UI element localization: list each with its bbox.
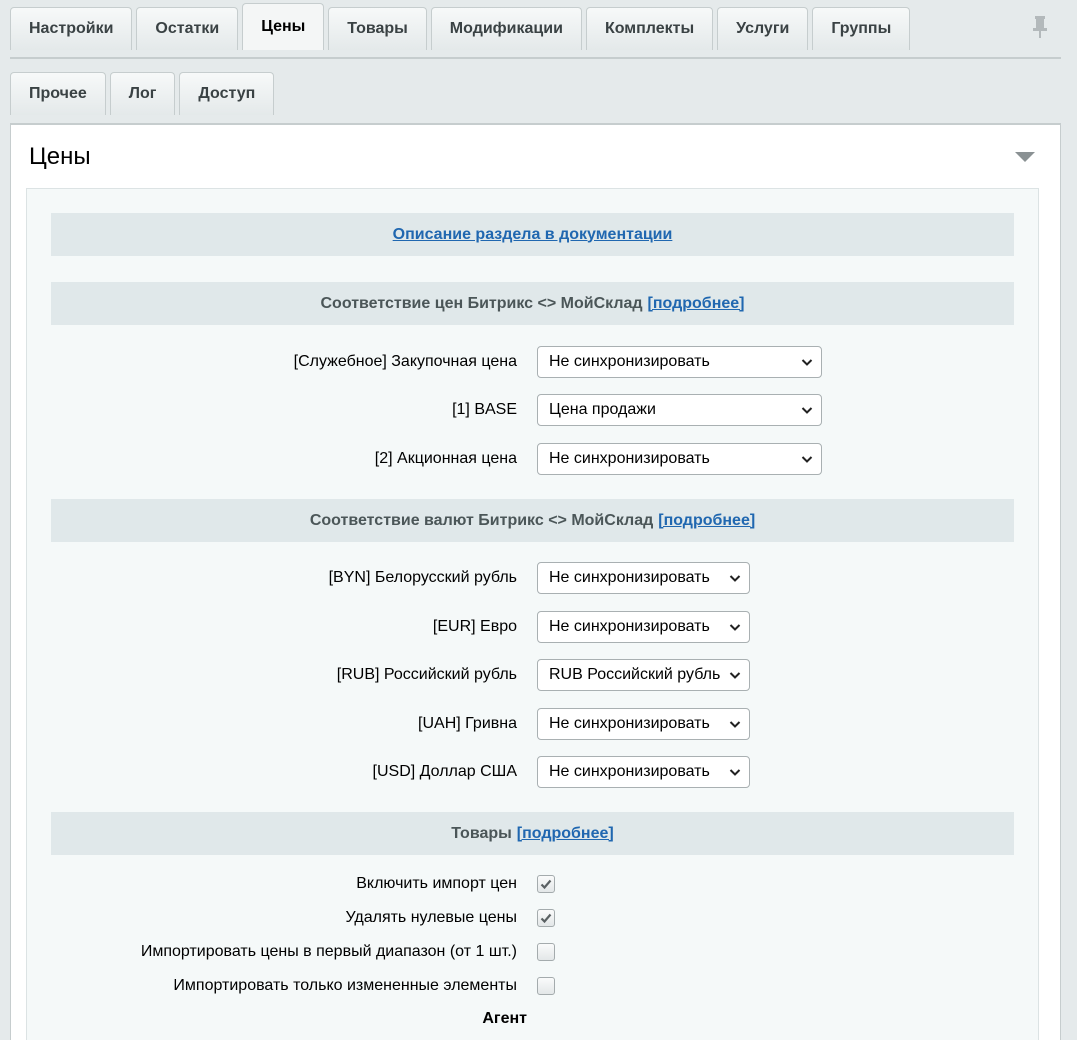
field-label: [USD] Доллар США bbox=[372, 763, 517, 780]
tab-prices[interactable]: Цены bbox=[242, 3, 324, 50]
checkmark-icon bbox=[539, 877, 553, 891]
price-row-purchase bbox=[27, 346, 1040, 378]
chevron-down-icon bbox=[801, 453, 813, 465]
field-label: [1] BASE bbox=[452, 401, 517, 418]
prices-mapping-header bbox=[51, 282, 1014, 325]
checkbox-label: Включить импорт цен bbox=[356, 875, 517, 892]
field-label: [Служебное] Закупочная цена bbox=[293, 353, 517, 370]
checkmark-icon bbox=[539, 911, 553, 925]
checkbox-row-first-range bbox=[27, 941, 1040, 963]
currency-row-rub bbox=[27, 659, 1040, 691]
tab-services[interactable]: Услуги bbox=[717, 7, 808, 50]
tab-access[interactable]: Доступ bbox=[179, 72, 274, 115]
chevron-down-icon bbox=[801, 404, 813, 416]
prices-more-link[interactable]: [подробнее] bbox=[647, 294, 745, 312]
panel-title: Цены bbox=[29, 143, 91, 170]
chevron-down-icon bbox=[729, 572, 741, 584]
checkbox-label: Удалять нулевые цены bbox=[345, 909, 517, 926]
currency-more-link[interactable]: [подробнее] bbox=[658, 511, 756, 529]
tabs-divider bbox=[10, 57, 1061, 59]
first-range-checkbox[interactable] bbox=[537, 943, 555, 961]
chevron-down-icon bbox=[729, 621, 741, 633]
changed-only-checkbox[interactable] bbox=[537, 977, 555, 995]
field-label: [RUB] Российский рубль bbox=[336, 666, 517, 683]
goods-header bbox=[51, 812, 1014, 855]
price-row-base bbox=[27, 394, 1040, 426]
section-title: Соответствие цен Битрикс <> МойСклад bbox=[320, 294, 643, 312]
tab-log[interactable]: Лог bbox=[110, 72, 176, 115]
checkbox-label: Импортировать только измененные элементы bbox=[173, 977, 517, 994]
tab-modifications[interactable]: Модификации bbox=[431, 7, 582, 50]
panel-content bbox=[26, 188, 1039, 1040]
tabs-row-primary bbox=[10, 7, 910, 50]
currency-row-eur bbox=[27, 611, 1040, 643]
chevron-down-icon bbox=[729, 766, 741, 778]
currency-select-eur[interactable]: Не синхронизировать bbox=[537, 611, 750, 643]
tab-stock[interactable]: Остатки bbox=[136, 7, 238, 50]
currency-row-usd bbox=[27, 756, 1040, 788]
chevron-down-icon bbox=[729, 669, 741, 681]
tab-other[interactable]: Прочее bbox=[10, 72, 106, 115]
currency-mapping-header bbox=[51, 499, 1014, 542]
agent-subheading: Агент bbox=[482, 1010, 527, 1027]
currency-row-byn bbox=[27, 562, 1040, 594]
doc-link-bar bbox=[51, 213, 1014, 256]
tab-goods[interactable]: Товары bbox=[328, 7, 427, 50]
currency-select-uah[interactable]: Не синхронизировать bbox=[537, 708, 750, 740]
enable-price-import-checkbox[interactable] bbox=[537, 875, 555, 893]
field-label: [2] Акционная цена bbox=[374, 450, 517, 467]
tab-bundles[interactable]: Комплекты bbox=[586, 7, 713, 50]
price-select-promo[interactable]: Не синхронизировать bbox=[537, 443, 822, 475]
price-row-promo bbox=[27, 443, 1040, 475]
checkbox-row-changed-only bbox=[27, 975, 1040, 997]
checkbox-row-delete-zero bbox=[27, 907, 1040, 929]
checkbox-label: Импортировать цены в первый диапазон (от 1 шт.) bbox=[140, 943, 517, 960]
field-label: [UAH] Гривна bbox=[418, 715, 517, 732]
chevron-down-icon bbox=[729, 718, 741, 730]
currency-select-rub[interactable]: RUB Российский рубль bbox=[537, 659, 750, 691]
field-label: [EUR] Евро bbox=[432, 618, 517, 635]
price-select-base[interactable]: Цена продажи bbox=[537, 394, 822, 426]
tab-settings[interactable]: Настройки bbox=[10, 7, 132, 50]
checkbox-row-enable-import bbox=[27, 873, 1040, 895]
prices-panel bbox=[10, 123, 1061, 1040]
goods-more-link[interactable]: [подробнее] bbox=[516, 824, 614, 842]
chevron-down-icon bbox=[801, 356, 813, 368]
tab-groups[interactable]: Группы bbox=[812, 7, 910, 50]
delete-zero-prices-checkbox[interactable] bbox=[537, 909, 555, 927]
collapse-triangle-icon[interactable] bbox=[1015, 152, 1035, 162]
tabs-row-secondary bbox=[10, 72, 274, 115]
section-title: Товары bbox=[451, 824, 512, 842]
documentation-link[interactable]: Описание раздела в документации bbox=[392, 225, 673, 243]
price-select-purchase[interactable]: Не синхронизировать bbox=[537, 346, 822, 378]
section-title: Соответствие валют Битрикс <> МойСклад bbox=[309, 511, 654, 529]
pin-icon[interactable] bbox=[1030, 14, 1050, 40]
field-label: [BYN] Белорусский рубль bbox=[328, 569, 517, 586]
currency-row-uah bbox=[27, 708, 1040, 740]
currency-select-byn[interactable]: Не синхронизировать bbox=[537, 562, 750, 594]
currency-select-usd[interactable]: Не синхронизировать bbox=[537, 756, 750, 788]
